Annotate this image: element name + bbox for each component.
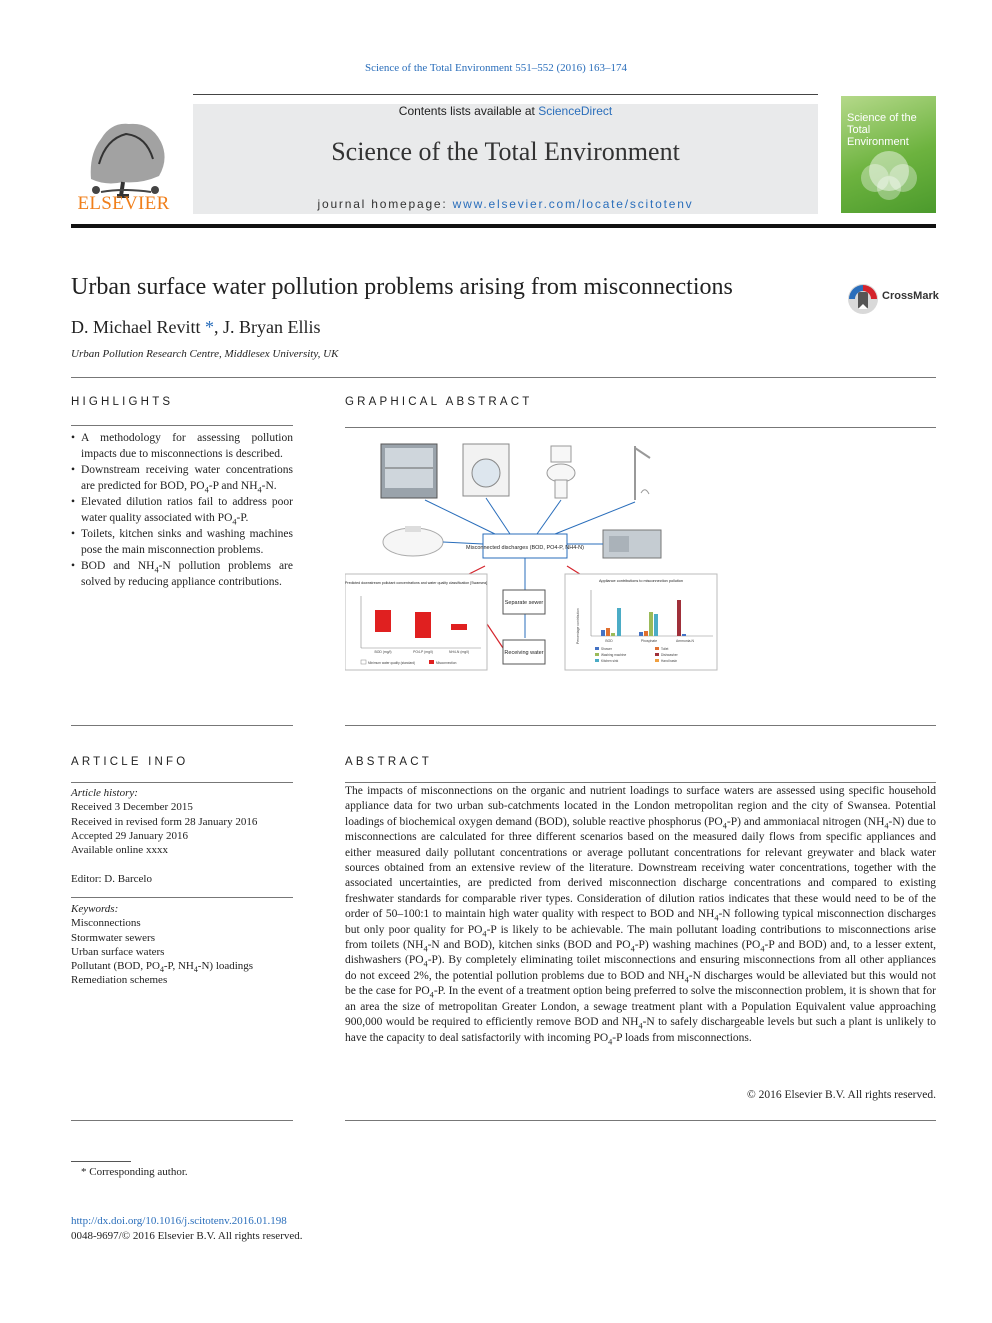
left-legend-1: Minimum water quality (standard) xyxy=(368,661,416,665)
right-cat-3: Ammonia-N xyxy=(676,639,694,643)
highlight-text: A methodology for assessing pollution impacts due to misconnections is described. xyxy=(81,432,293,460)
graphical-abstract-figure xyxy=(345,438,720,673)
subscript: 4 xyxy=(232,517,237,527)
left-bar-po4 xyxy=(415,612,431,638)
subscript: 4 xyxy=(760,944,765,954)
corresponding-footnote xyxy=(71,1166,188,1178)
keyword-item: Stormwater sewers xyxy=(71,931,156,944)
keyword-item: Remediation schemes xyxy=(71,974,168,987)
left-bar-bod xyxy=(375,610,391,632)
subscript: 4 xyxy=(884,821,889,831)
abstract-text: -P is likely to be achievable. The main pollutant loading contributions to misconnections arise from toilets (NH xyxy=(345,923,936,952)
highlight-item xyxy=(71,526,293,558)
keyword-item xyxy=(71,959,293,973)
abstract-text: -P). By completely eliminating toilet misconnections and ensuring misconnections from all other appliances do not exceed 2%, the potential pollution problems due to BOD and NH xyxy=(345,954,936,982)
ga-receiving-water: Receiving water xyxy=(504,650,544,656)
subscript: 4 xyxy=(608,1036,613,1046)
ga-center-box: Misconnected discharges (BOD, PO4-P, NH4-N) xyxy=(466,545,584,551)
subscript: 4 xyxy=(482,928,487,938)
doi-link[interactable]: http://dx.doi.org/10.1016/j.scitotenv.2016.01.198 xyxy=(71,1215,287,1227)
left-cat-2: PO4-P (mg/l) xyxy=(413,650,433,654)
keyword-item: Misconnections xyxy=(71,917,141,930)
author-separator: , xyxy=(213,317,223,337)
history-received: Received 3 December 2015 xyxy=(71,801,193,814)
abstract-rule xyxy=(345,782,936,783)
subscript: 4 xyxy=(429,990,434,1000)
abstract-text: -P) and ammoniacal nitrogen (NH xyxy=(726,815,885,828)
abstract-text: -P) washing machines (PO xyxy=(634,939,761,952)
washing-machine-icon xyxy=(463,444,509,496)
right-legend-6: Hand basin xyxy=(661,659,678,663)
header-top-rule xyxy=(193,94,818,95)
left-cat-1: BOD (mg/l) xyxy=(374,650,392,654)
corresponding-star[interactable]: * xyxy=(204,317,214,337)
article-history xyxy=(71,786,293,857)
subscript: 4 xyxy=(204,485,209,495)
history-online: Available online xxxx xyxy=(71,844,168,857)
keyword-item: Urban surface waters xyxy=(71,945,165,958)
subscript: 4 xyxy=(684,975,689,985)
abstract-text: -P loads from misconnections. xyxy=(612,1031,752,1044)
article-info-rule xyxy=(71,782,293,783)
history-label: Article history: xyxy=(71,787,138,799)
author-ellis[interactable]: J. Bryan Ellis xyxy=(222,317,321,337)
keywords-block xyxy=(71,902,293,988)
highlight-item xyxy=(71,494,293,526)
ga-left-chart-title: Predicted downstream pollutant concentrations and water quality classification [Swansea] xyxy=(345,581,488,585)
right-cat-1: BOD xyxy=(605,639,613,643)
subscript: 4 xyxy=(423,944,428,954)
right-legend-3: Washing machine xyxy=(601,653,627,657)
subscript: 4 xyxy=(154,565,159,575)
author-revitt[interactable]: D. Michael Revitt xyxy=(71,317,201,337)
highlight-item xyxy=(71,558,293,590)
abstract-text: -N following typical misconnection discharges but only poor quality for PO xyxy=(345,908,937,936)
editor-line: Editor: D. Barcelo xyxy=(71,873,152,885)
crossmark-icon[interactable] xyxy=(846,282,880,316)
highlight-text: Downstream receiving water concentrations are predicted for BOD, PO xyxy=(81,464,293,492)
journal-title: Science of the Total Environment xyxy=(331,137,680,166)
subscript: 4 xyxy=(722,821,727,831)
journal-reference[interactable]: Science of the Total Environment 551–552 (2016) 163–174 xyxy=(364,62,628,74)
abstract-text: -N to safely dischargeable levels but such a plant is unlikely to have the capacity to deal satisfactorily with incoming PO xyxy=(345,1016,936,1044)
history-accepted: Accepted 29 January 2016 xyxy=(71,829,188,842)
keyword-text: -N) loadings xyxy=(197,960,254,973)
history-revised: Received in revised form 28 January 2016 xyxy=(71,815,258,828)
divider xyxy=(345,725,936,726)
abstract-text: -P and BOD) and, to a lesser extent, dishwashers (PO xyxy=(345,939,937,967)
footnote-text: Corresponding author. xyxy=(89,1166,188,1178)
article-title: Urban surface water pollution problems arising from misconnections xyxy=(71,274,733,300)
subscript: 4 xyxy=(193,965,198,975)
highlights-rule xyxy=(71,425,293,426)
subscript: 4 xyxy=(630,944,635,954)
keyword-text: -P, NH xyxy=(163,960,194,973)
subscript: 4 xyxy=(714,913,719,923)
highlight-text: -P and NH xyxy=(208,480,258,492)
graphical-abstract-heading: GRAPHICAL ABSTRACT xyxy=(345,396,533,408)
keyword-text: Pollutant (BOD, PO xyxy=(71,960,160,973)
highlight-text: Elevated dilution ratios fail to address poor water quality associated with PO xyxy=(81,496,293,524)
highlight-item xyxy=(71,462,293,494)
elsevier-wordmark: ELSEVIER xyxy=(77,193,170,214)
highlight-text: -N. xyxy=(261,480,277,492)
right-legend-2: Toilet xyxy=(661,647,669,651)
abstract-text: The impacts of misconnections on the organic and nutrient loadings to surface waters are assessed using specific household appliance data for two urban sub-catchments located in the London metropolitan region and the city of Swansea. Potential loadings of biochemical oxygen demand (BOD), soluble reactive phosphorus (PO xyxy=(345,785,936,828)
abstract-heading: ABSTRACT xyxy=(345,756,432,768)
header-bottom-rule xyxy=(71,224,936,228)
highlight-text: -N pollution problems are solved by reducing appliance contributions. xyxy=(81,560,293,588)
abstract-text: -N and BOD), kitchen sinks (BOD and PO xyxy=(427,939,631,952)
journal-cover-image xyxy=(841,96,936,213)
ga-right-yaxis: Percentage contribution xyxy=(576,608,580,644)
footnote-star: * xyxy=(81,1166,87,1178)
highlight-text: BOD and NH xyxy=(81,560,155,572)
divider xyxy=(71,1120,293,1121)
divider xyxy=(71,725,293,726)
subscript: 4 xyxy=(159,965,164,975)
highlight-item xyxy=(71,430,293,462)
subscript: 4 xyxy=(257,485,262,495)
author-list xyxy=(71,317,320,338)
divider xyxy=(71,377,936,378)
article-info-heading: ARTICLE INFO xyxy=(71,756,189,768)
contents-prefix: Contents lists available at xyxy=(398,104,539,118)
sciencedirect-link[interactable]: ScienceDirect xyxy=(538,104,613,118)
left-bar-nh4 xyxy=(451,624,467,630)
abstract-text: -P. In the event of a treatment option being preferred to solve the misconnection problem, it is shown that for an area the size of metropolitan Greater London, a sewage treatment plant with a Population Equivalent value approaching 900,000 would be required to efficiently remove BOD and NH xyxy=(345,985,936,1029)
right-legend-4: Dishwasher xyxy=(661,653,678,657)
highlights-list xyxy=(71,430,293,590)
dishwasher-icon xyxy=(381,444,437,498)
issn-line: 0048-9697/© 2016 Elsevier B.V. All rights reserved. xyxy=(71,1230,303,1242)
abstract-text: -N) due to misconnections are calculated for three different scenarios based on the measured daily flows from specific appliances and either measured daily pollutant concentrations or average pollutant concentrations for relevant greywater and black water sources obtained from an extensive review of the literature. Downstream receiving water concentrations, together with the associated uncertainties, are predicted from derived misconnection discharge concentrations and compared to existing freshwater standards for comparable river types. Consideration of dilution ratios indicates that these would need to be of the order of 50–100:1 to maintain high water quality with respect to BOD and NH xyxy=(345,815,936,921)
footnote-rule xyxy=(71,1161,131,1162)
right-legend-1: Shower xyxy=(601,647,612,651)
homepage-link[interactable]: www.elsevier.com/locate/scitotenv xyxy=(452,197,694,211)
contents-line xyxy=(193,104,818,118)
left-legend-2: Misconnection xyxy=(436,661,457,665)
highlight-text: Toilets, kitchen sinks and washing machines pose the main misconnection problems. xyxy=(81,528,293,556)
crossmark-label[interactable]: CrossMark xyxy=(882,290,939,302)
abstract-copyright: © 2016 Elsevier B.V. All rights reserved. xyxy=(747,1089,936,1101)
abstract-text: -N discharges would be alleviated but this would not be the case for PO xyxy=(345,969,936,998)
kitchen-sink-icon xyxy=(603,530,661,558)
cover-title: Science of the Total Environment xyxy=(847,112,917,148)
journal-homepage xyxy=(193,197,818,211)
highlights-heading: HIGHLIGHTS xyxy=(71,396,174,408)
divider xyxy=(345,1120,936,1121)
subscript: 4 xyxy=(423,959,428,969)
keywords-label: Keywords: xyxy=(71,903,119,915)
left-cat-3: NH4-N (mg/l) xyxy=(449,650,469,654)
affiliation: Urban Pollution Research Centre, Middlesex University, UK xyxy=(71,348,339,360)
homepage-prefix: journal homepage: xyxy=(317,197,453,211)
ga-separate-sewer: Separate sewer xyxy=(504,600,544,606)
keywords-rule xyxy=(71,897,293,898)
right-cat-2: Phosphate xyxy=(640,639,658,643)
highlight-text: -P. xyxy=(236,512,249,524)
right-legend-5: Kitchen sink xyxy=(601,659,619,663)
abstract-body xyxy=(345,784,936,1046)
ga-right-chart-title: Appliance contributions to misconnection pollution xyxy=(598,579,684,583)
graphical-abstract-rule xyxy=(345,427,936,428)
subscript: 4 xyxy=(638,1021,643,1031)
